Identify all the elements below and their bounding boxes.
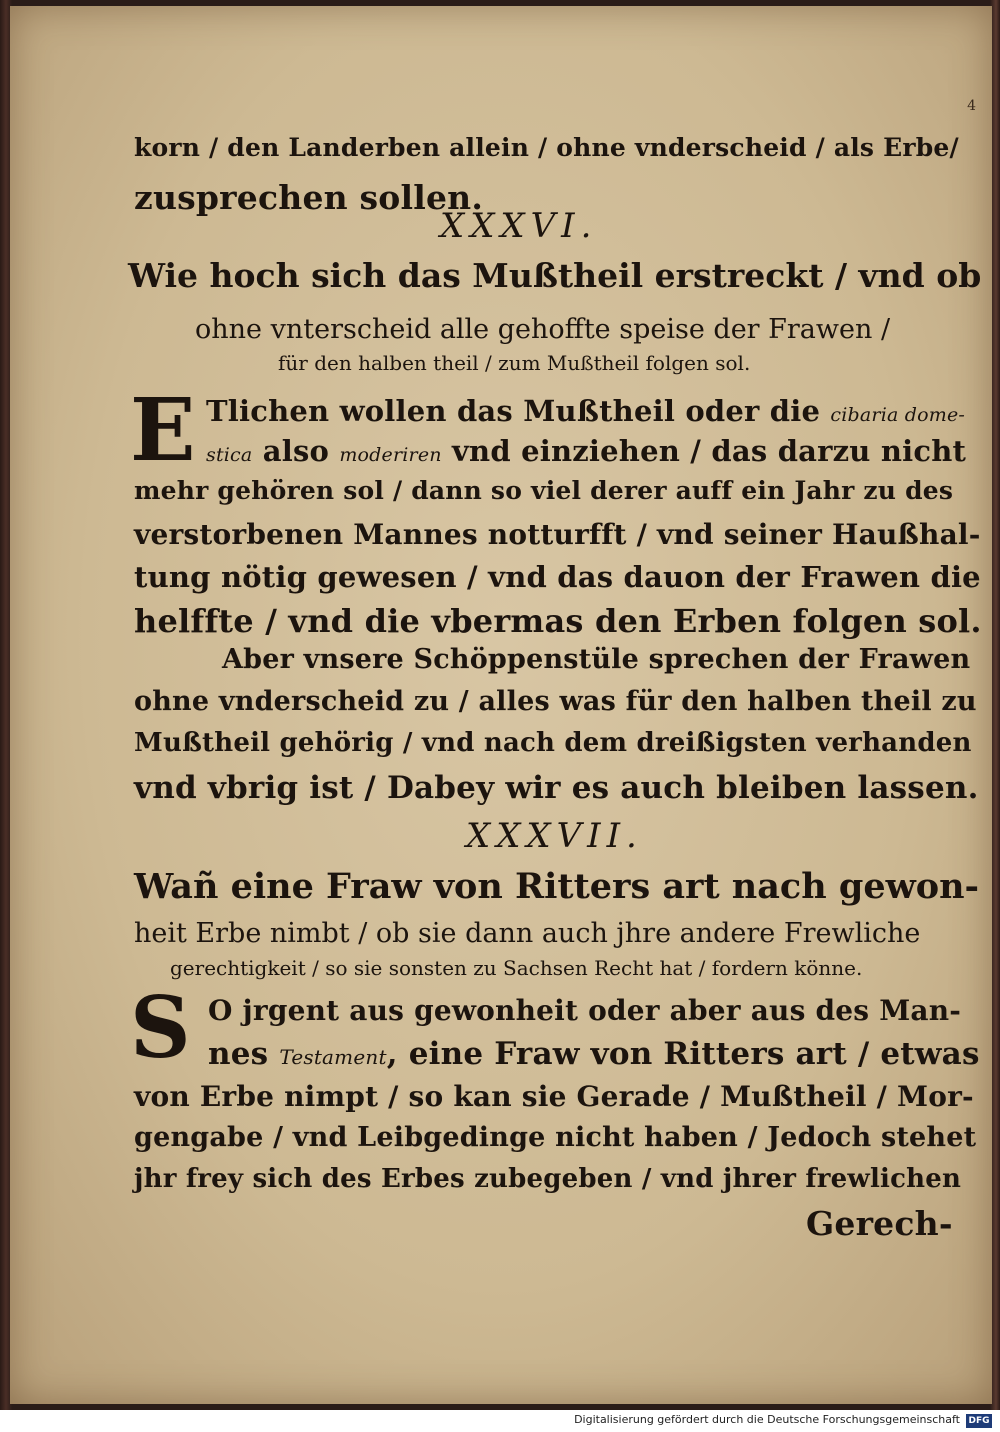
- catchword: Gerech-: [806, 1204, 953, 1243]
- latin-text: moderiren: [339, 444, 442, 466]
- section-number: XXXVII.: [466, 816, 643, 856]
- text-line: vnd vbrig ist / Dabey wir es auch bleiben lassen.: [134, 770, 979, 806]
- section-heading-sub: gerechtigkeit / so sie sonsten zu Sachsen Recht hat / fordern könne.: [170, 956, 863, 980]
- page-mark: 4: [967, 98, 976, 114]
- footer-credit: Digitalisierung gefördert durch die Deutsche Forschungsgemeinschaft: [574, 1413, 960, 1426]
- text-line: ohne vnderscheid zu / alles was für den halben theil zu: [134, 686, 977, 717]
- text-line: [206, 434, 966, 468]
- section-heading: Wañ eine Fraw von Ritters art nach gewon-: [134, 866, 980, 907]
- text-line: tung nötig gewesen / vnd das dauon der Frawen die: [134, 560, 981, 594]
- text-span: , eine Fraw von Ritters art / etwas: [386, 1036, 980, 1072]
- text-line: helffte / vnd die vbermas den Erben folgen sol.: [134, 602, 982, 640]
- text-span: Tlichen wollen das Mußtheil oder die: [206, 394, 821, 428]
- text-line: gengabe / vnd Leibgedinge nicht haben / Jedoch stehet: [134, 1122, 977, 1153]
- text-line: [208, 1036, 980, 1072]
- text-line: zusprechen sollen.: [134, 178, 484, 217]
- latin-text: Testament: [279, 1045, 387, 1069]
- book-page: [10, 6, 992, 1404]
- text-line: verstorbenen Mannes notturfft / vnd seiner Haußhal-: [134, 518, 981, 551]
- section-heading-sub: für den halben theil / zum Mußtheil folgen sol.: [278, 351, 751, 375]
- text-line: O jrgent aus gewonheit oder aber aus des Man-: [208, 994, 962, 1027]
- text-line: korn / den Landerben allein / ohne vnderscheid / als Erbe/: [134, 133, 959, 162]
- text-span: nes: [208, 1036, 269, 1072]
- section-heading-sub: ohne vnterscheid alle gehoffte speise der Frawen /: [195, 314, 891, 345]
- text-line: von Erbe nimpt / so kan sie Gerade / Mußtheil / Mor-: [134, 1080, 974, 1113]
- latin-text: cibaria dome-: [830, 404, 966, 426]
- text-line: Mußtheil gehörig / vnd nach dem dreißigsten verhanden: [134, 728, 972, 758]
- dfg-logo-icon: DFG: [966, 1414, 992, 1428]
- latin-text: stica: [206, 444, 253, 466]
- footer-bar: [0, 1410, 1000, 1432]
- section-number: XXXVI.: [440, 206, 598, 246]
- section-heading-sub: heit Erbe nimbt / ob sie dann auch jhre andere Frewliche: [134, 918, 921, 949]
- section-heading: Wie hoch sich das Mußtheil erstreckt / vnd ob: [128, 256, 982, 295]
- drop-cap: E: [130, 380, 196, 481]
- text-line: mehr gehören sol / dann so viel derer auff ein Jahr zu des: [134, 476, 954, 505]
- text-line: [206, 394, 965, 428]
- drop-cap: S: [130, 978, 191, 1077]
- text-span: vnd einziehen / das darzu nicht: [452, 434, 967, 468]
- text-line: Aber vnsere Schöppenstüle sprechen der Frawen: [222, 644, 971, 675]
- text-line: jhr frey sich des Erbes zubegeben / vnd jhrer frewlichen: [134, 1164, 962, 1194]
- text-span: also: [262, 434, 330, 468]
